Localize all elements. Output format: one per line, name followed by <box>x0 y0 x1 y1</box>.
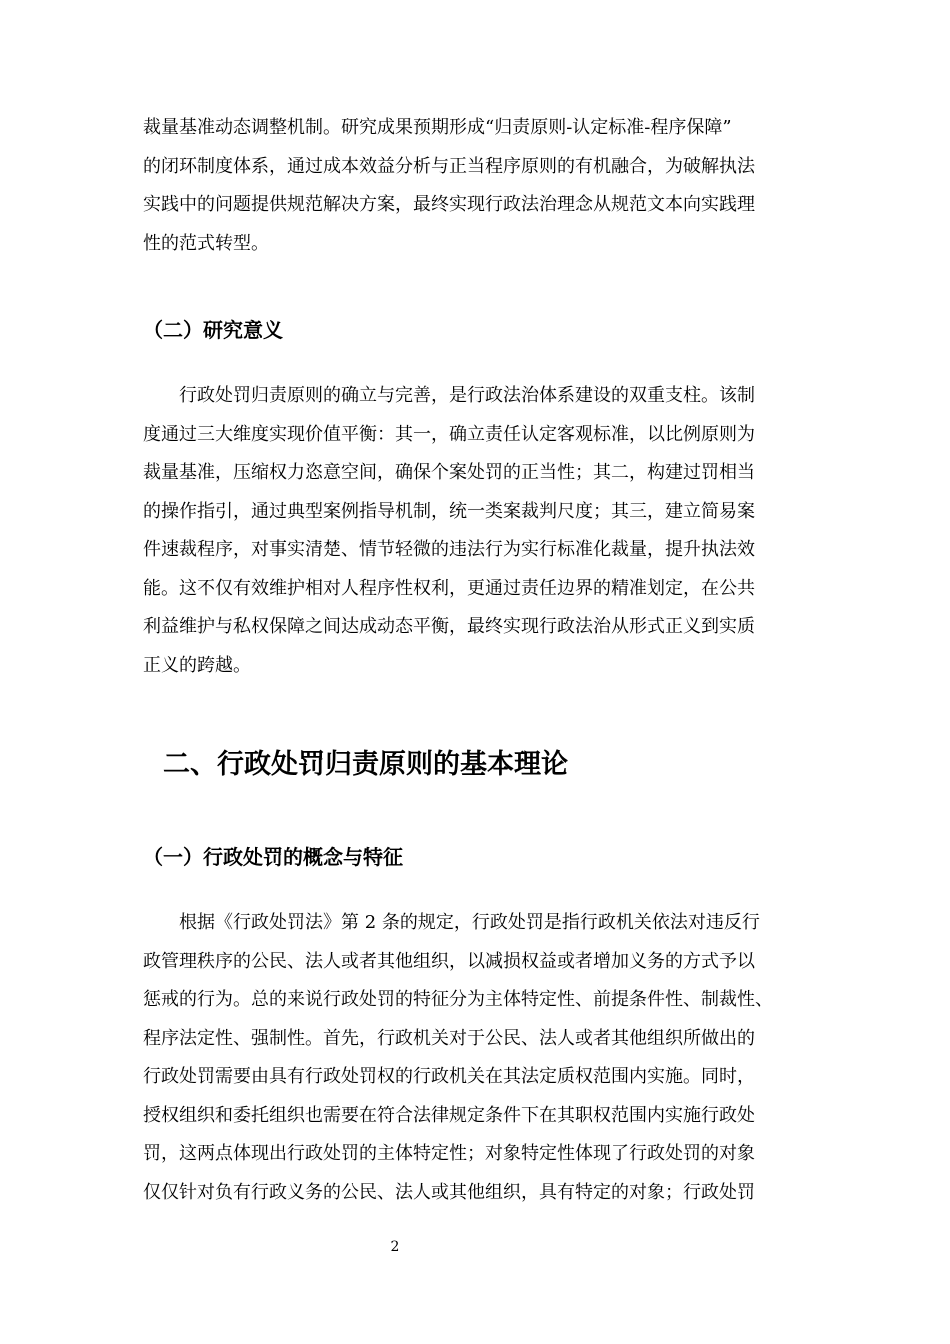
paragraph-line: 实践中的问题提供规范解决方案，最终实现行政法治理念从规范文本向实践理 <box>143 194 755 215</box>
section-heading-concept: （一）行政处罚的概念与特征 <box>143 845 403 869</box>
paragraph-line: 正义的跨越。 <box>143 654 251 676</box>
paragraph-line: 罚，这两点体现出行政处罚的主体特定性；对象特定性体现了行政处罚的对象 <box>143 1143 755 1164</box>
paragraph-line: 行政处罚需要由具有行政处罚权的行政机关在其法定质权范围内实施。同时， <box>143 1066 755 1087</box>
paragraph-line: 裁量基准动态调整机制。研究成果预期形成“归责原则-认定标准-程序保障” <box>143 117 732 138</box>
paragraph-line: 惩戒的行为。总的来说行政处罚的特征分为主体特定性、前提条件性、制裁性、 <box>143 989 773 1010</box>
concept-paragraph <box>143 904 803 1212</box>
significance-paragraph <box>143 377 803 685</box>
paragraph-line: 政管理秩序的公民、法人或者其他组织，以减损权益或者增加义务的方式予以 <box>143 950 755 972</box>
section-heading-significance: （二）研究意义 <box>143 318 283 342</box>
paragraph-line: 能。这不仅有效维护相对人程序性权利，更通过责任边界的精准划定，在公共 <box>143 577 755 599</box>
paragraph-line: 度通过三大维度实现价值平衡：其一，确立责任认定客观标准，以比例原则为 <box>143 423 755 445</box>
paragraph-line: 件速裁程序，对事实清楚、情节轻微的违法行为实行标准化裁量，提升执法效 <box>143 539 755 560</box>
paragraph-line: 根据《行政处罚法》第 2 条的规定，行政处罚是指行政机关依法对违反行 <box>143 912 760 933</box>
continuation-paragraph <box>143 109 803 263</box>
page-number: 2 <box>390 1239 400 1255</box>
chapter-heading: 二、行政处罚归责原则的基本理论 <box>163 749 568 780</box>
paragraph-line: 程序法定性、强制性。首先，行政机关对于公民、法人或者其他组织所做出的 <box>143 1027 755 1049</box>
paragraph-line: 的操作指引，通过典型案例指导机制，统一类案裁判尺度；其三，建立简易案 <box>143 500 755 522</box>
paragraph-line: 的闭环制度体系，通过成本效益分析与正当程序原则的有机融合，为破解执法 <box>143 155 755 177</box>
paragraph-line: 行政处罚归责原则的确立与完善，是行政法治体系建设的双重支柱。该制 <box>143 385 755 406</box>
paragraph-line: 裁量基准，压缩权力恣意空间，确保个案处罚的正当性；其二，构建过罚相当 <box>143 462 755 483</box>
paragraph-line: 性的范式转型。 <box>143 232 269 254</box>
paragraph-line: 利益维护与私权保障之间达成动态平衡，最终实现行政法治从形式正义到实质 <box>143 616 755 637</box>
paragraph-line: 仅仅针对负有行政义务的公民、法人或其他组织，具有特定的对象；行政处罚 <box>143 1181 755 1203</box>
paragraph-line: 授权组织和委托组织也需要在符合法律规定条件下在其职权范围内实施行政处 <box>143 1104 755 1126</box>
